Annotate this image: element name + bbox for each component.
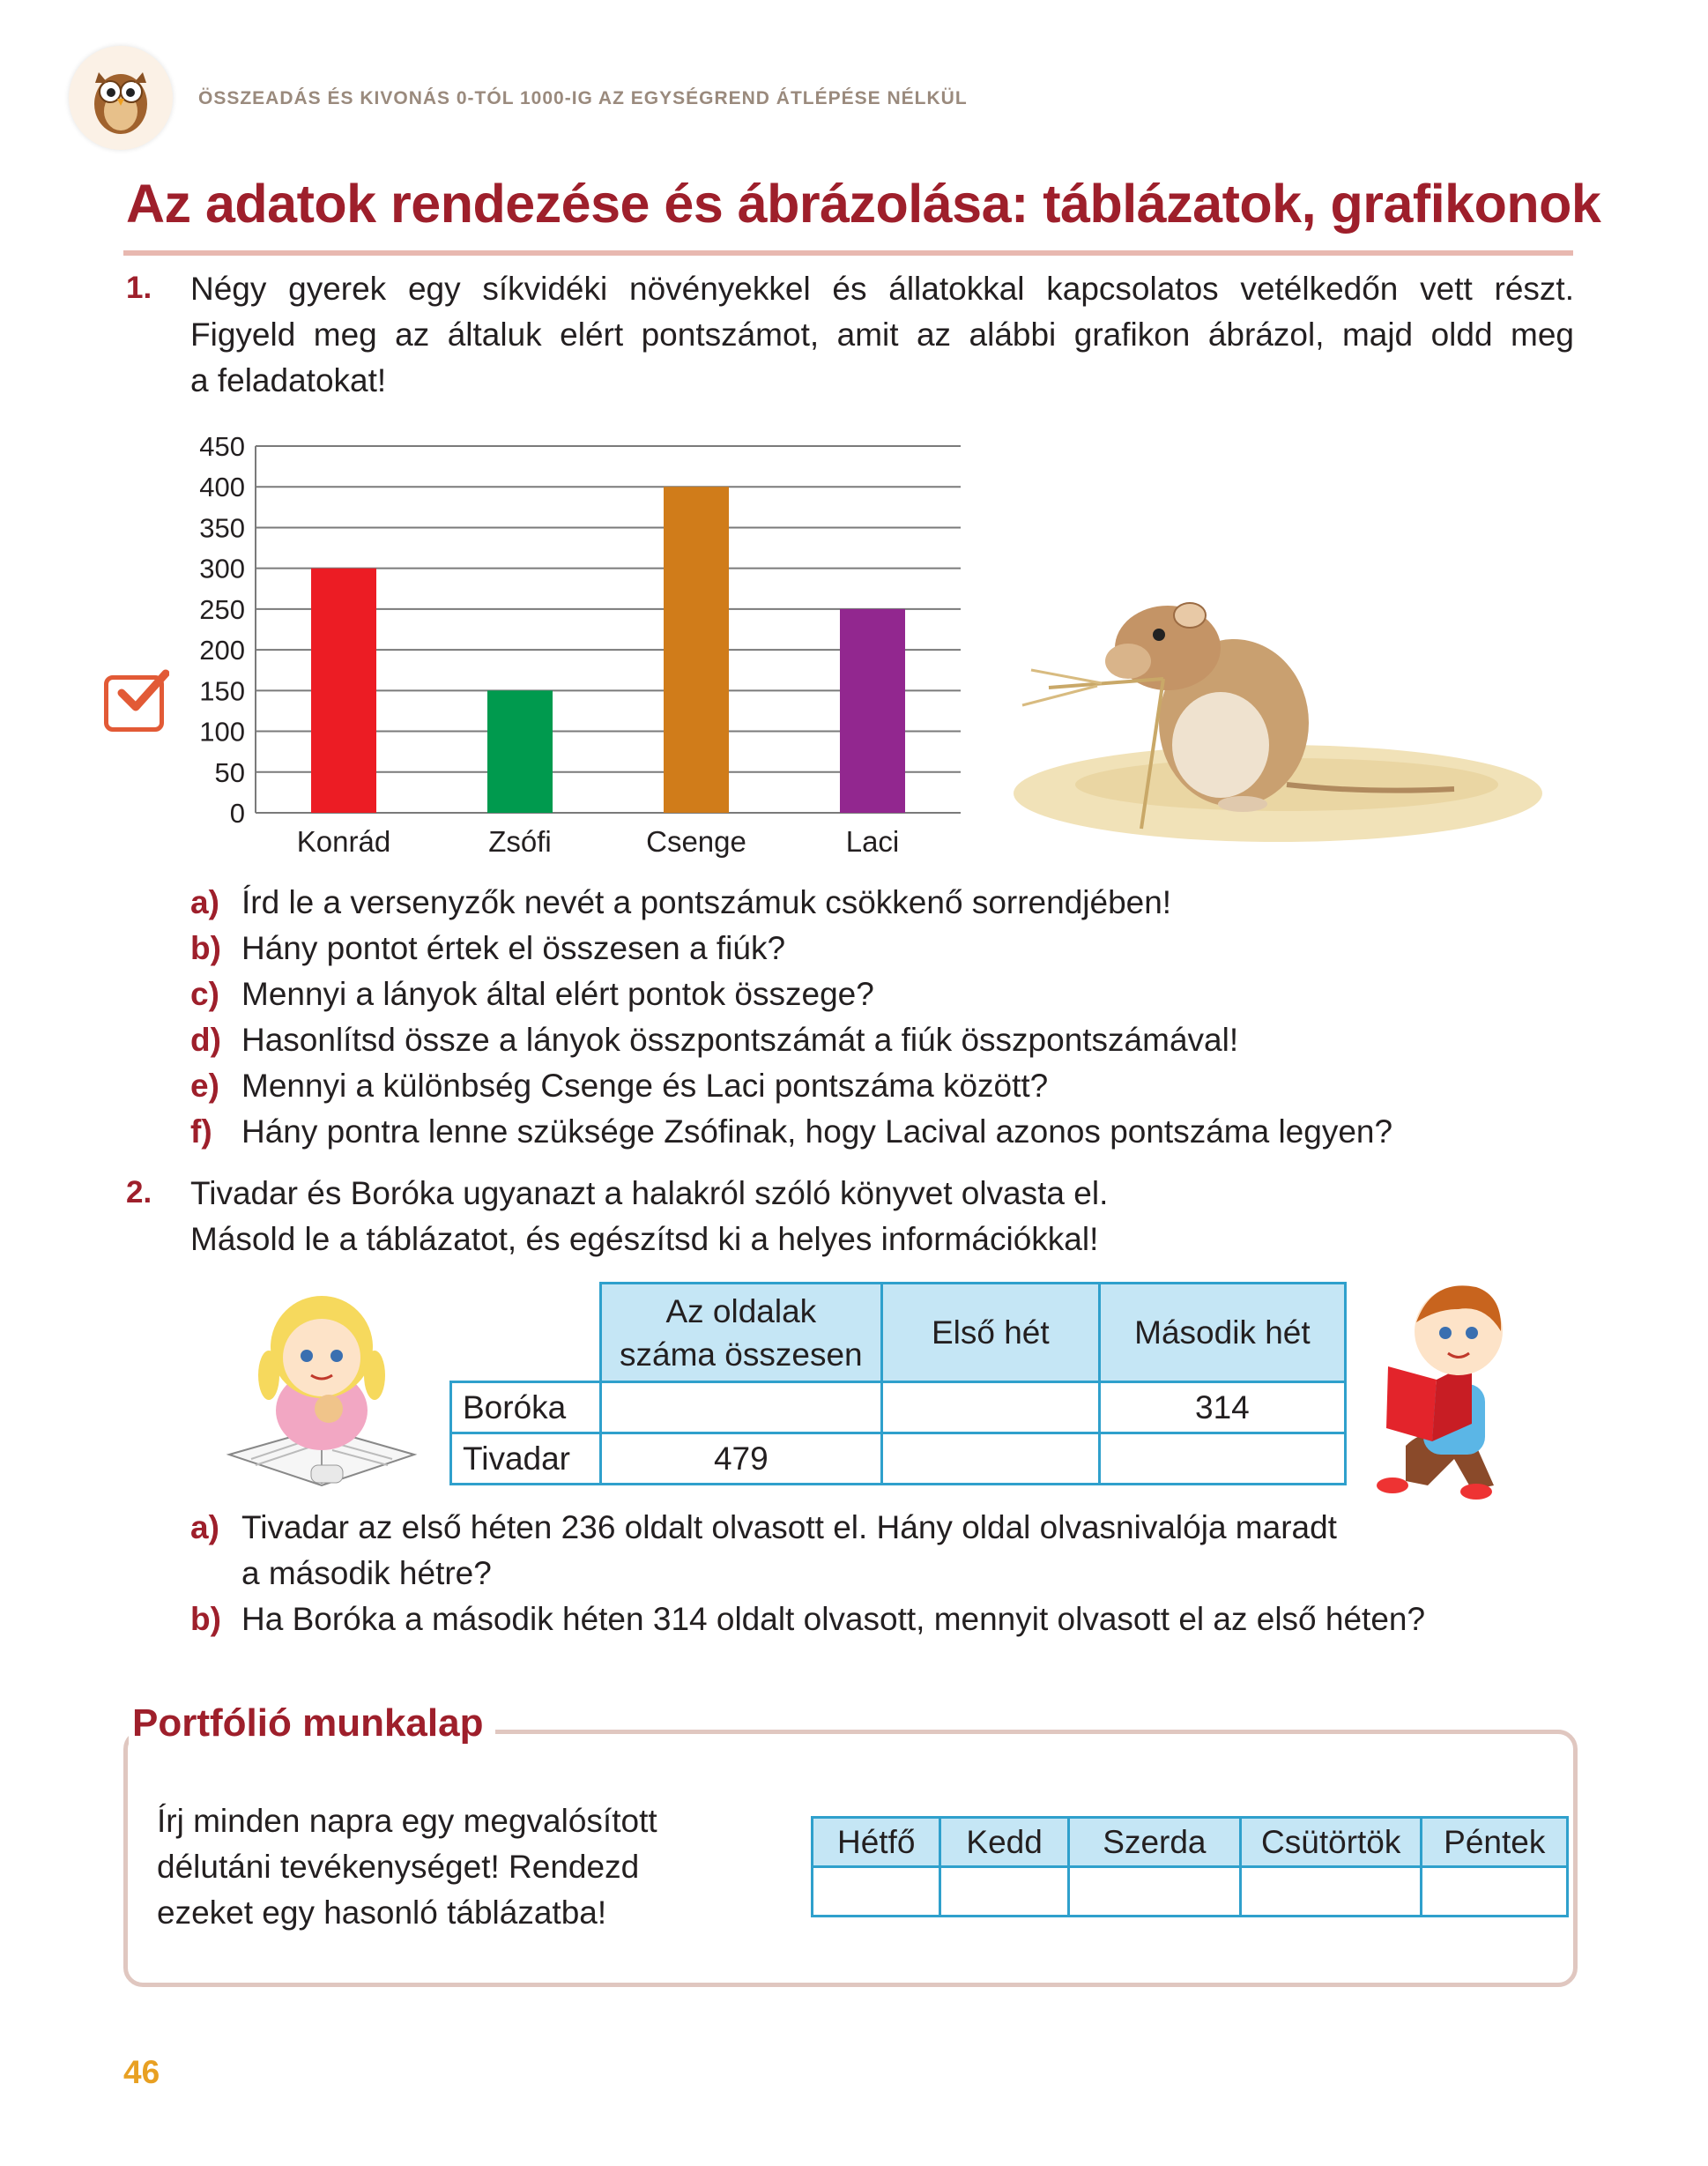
- x-category-label: Konrád: [296, 825, 391, 858]
- page-number: 46: [123, 2054, 160, 2090]
- header-total-line-1: Az oldalak: [665, 1292, 817, 1329]
- reading-table-header: [451, 1284, 1346, 1382]
- bar-laci: [840, 609, 905, 813]
- portfolio-line-1: Írj minden napra egy megvalósított: [157, 1803, 657, 1839]
- empty-corner-cell: [451, 1284, 601, 1382]
- question-label: e): [190, 1068, 219, 1104]
- page-title: Az adatok rendezése és ábrázolása: táblázatok, grafikonok: [126, 174, 1601, 234]
- day-monday: Hétfő: [813, 1818, 940, 1867]
- question-1d: [190, 1022, 1238, 1059]
- day-wednesday: Szerda: [1068, 1818, 1240, 1867]
- question-label: b): [190, 1601, 221, 1637]
- question-1b: [190, 930, 785, 967]
- x-category-label: Csenge: [646, 825, 746, 858]
- question-1c: [190, 976, 874, 1013]
- y-tick-label: 300: [199, 553, 245, 584]
- question-label: f): [190, 1113, 212, 1150]
- question-text: Mennyi a lányok által elért pontok összege?: [241, 976, 874, 1012]
- header-first-week: Első hét: [881, 1284, 1099, 1382]
- cell-total: [600, 1382, 881, 1433]
- task2-text: [190, 1171, 1108, 1262]
- question-text: Ha Boróka a második héten 314 oldalt olvasott, mennyit olvasott el az első héten?: [241, 1601, 1426, 1637]
- task1-text: [190, 266, 1574, 404]
- question-2a: [190, 1509, 1337, 1546]
- checkmark-icon: [115, 668, 169, 718]
- weekday-table: [811, 1816, 1569, 1917]
- owl-logo: [69, 46, 173, 150]
- question-text: Hány pontot értek el összesen a fiúk?: [241, 930, 786, 966]
- y-tick-label: 450: [199, 431, 245, 462]
- empty-cell: [1068, 1867, 1240, 1917]
- bar-csenge: [664, 487, 729, 813]
- table-row: [451, 1433, 1346, 1485]
- cell-week1: [881, 1382, 1099, 1433]
- question-1e: [190, 1068, 1048, 1105]
- running-header: ÖSSZEADÁS ÉS KIVONÁS 0-TÓL 1000-IG AZ EGYSÉGREND ÁTLÉPÉSE NÉLKÜL: [198, 88, 968, 108]
- portfolio-line-2: délutáni tevékenységet! Rendezd: [157, 1849, 640, 1885]
- question-text: Írd le a versenyzők nevét a pontszámuk csökkenő sorrendjében!: [241, 884, 1172, 920]
- question-2b: [190, 1601, 1425, 1638]
- day-friday: Péntek: [1422, 1818, 1568, 1867]
- question-label: a): [190, 1509, 219, 1545]
- header-total-line-2: száma összesen: [620, 1336, 863, 1373]
- y-tick-label: 200: [199, 635, 245, 666]
- y-tick-label: 150: [199, 675, 245, 707]
- task1-line-2: Figyeld meg az általuk elért pontszámot, amit az alábbi grafikon ábrázol, majd oldd meg: [190, 316, 1574, 353]
- table-row: [451, 1382, 1346, 1433]
- task1-line-1: Négy gyerek egy síkvidéki növényekkel és állatokkal kapcsolatos vetélkedőn vett részt.: [190, 271, 1574, 307]
- x-category-label: Zsófi: [488, 825, 552, 858]
- y-tick-label: 50: [214, 756, 245, 788]
- reading-table: [449, 1282, 1347, 1485]
- header-total-pages: [600, 1284, 881, 1382]
- gerbil-illustration: [996, 573, 1551, 864]
- header-second-week: Második hét: [1099, 1284, 1345, 1382]
- cell-week1: [881, 1433, 1099, 1485]
- bar-chart: [167, 423, 978, 864]
- question-text: Hány pontra lenne szüksége Zsófinak, hogy Lacival azonos pontszáma legyen?: [241, 1113, 1393, 1150]
- portfolio-title: Portfólió munkalap: [129, 1701, 495, 1745]
- task2-line-1: Tivadar és Boróka ugyanazt a halakról szóló könyvet olvasta el.: [190, 1175, 1109, 1211]
- day-thursday: Csütörtök: [1240, 1818, 1422, 1867]
- question-text: Hasonlítsd össze a lányok összpontszámát a fiúk összpontszámával!: [241, 1022, 1239, 1058]
- bar-zsófi: [487, 690, 553, 813]
- question-label: b): [190, 930, 221, 966]
- task1-number: 1.: [126, 271, 152, 305]
- empty-cell: [940, 1867, 1068, 1917]
- question-2a-continuation: a második hétre?: [241, 1555, 492, 1591]
- question-1f: [190, 1113, 1392, 1150]
- x-category-label: Laci: [845, 825, 900, 858]
- y-tick-label: 400: [199, 472, 245, 503]
- y-tick-label: 0: [229, 798, 245, 829]
- y-tick-label: 250: [199, 593, 245, 625]
- cell-week2: [1099, 1433, 1345, 1485]
- day-tuesday: Kedd: [940, 1818, 1068, 1867]
- portfolio-line-3: ezeket egy hasonló táblázatba!: [157, 1894, 607, 1931]
- empty-cell: [813, 1867, 940, 1917]
- task2-number: 2.: [126, 1175, 152, 1210]
- question-text: Mennyi a különbség Csenge és Laci pontszáma között?: [241, 1068, 1049, 1104]
- task2-line-2: Másold le a táblázatot, és egészítsd ki a helyes információkkal!: [190, 1221, 1099, 1257]
- cell-total: 479: [600, 1433, 881, 1485]
- weekday-empty-row: [813, 1867, 1568, 1917]
- empty-cell: [1422, 1867, 1568, 1917]
- portfolio-text: [157, 1798, 657, 1936]
- question-1a: [190, 884, 1171, 921]
- boy-reading-illustration: [1370, 1269, 1529, 1503]
- question-label: c): [190, 976, 219, 1012]
- title-divider: [123, 250, 1573, 256]
- question-label: d): [190, 1022, 221, 1058]
- question-label: a): [190, 884, 219, 920]
- weekday-header-row: [813, 1818, 1568, 1867]
- girl-reading-illustration: [225, 1278, 423, 1499]
- task1-line-3: a feladatokat!: [190, 362, 387, 398]
- y-tick-label: 350: [199, 512, 245, 544]
- cell-week2: 314: [1099, 1382, 1345, 1433]
- empty-cell: [1240, 1867, 1422, 1917]
- bar-konrád: [311, 569, 376, 813]
- y-tick-label: 100: [199, 716, 245, 748]
- question-text: Tivadar az első héten 236 oldalt olvasott el. Hány oldal olvasnivalója maradt: [241, 1509, 1337, 1545]
- row-name-tivadar: Tivadar: [451, 1433, 601, 1485]
- row-name-boroka: Boróka: [451, 1382, 601, 1433]
